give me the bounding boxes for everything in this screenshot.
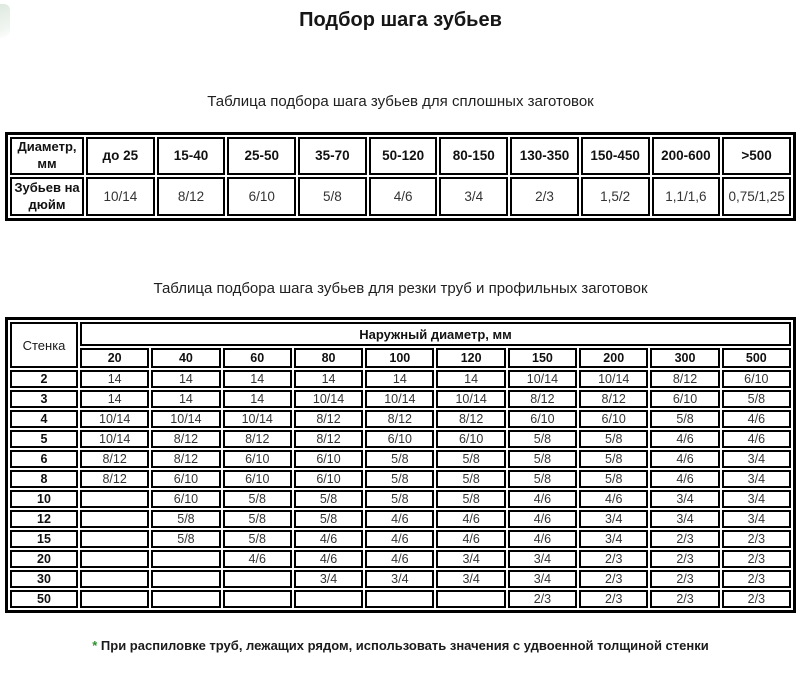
pitch-value: 10/14 — [80, 430, 149, 448]
table-row — [10, 450, 791, 468]
pitch-value: 4/6 — [508, 510, 577, 528]
pitch-value: 5/8 — [294, 490, 363, 508]
pitch-value: 8/12 — [151, 450, 220, 468]
scan-artifact — [0, 4, 10, 38]
pitch-value — [80, 530, 149, 548]
pitch-value: 6/10 — [151, 490, 220, 508]
table1-caption: Таблица подбора шага зубьев для сплошных заготовок — [207, 93, 594, 110]
pitch-value: 5/8 — [151, 510, 220, 528]
tpi-value: 1,1/1,6 — [652, 177, 721, 216]
wall-thickness-label: 2 — [10, 370, 78, 388]
outer-diameter-header: 60 — [223, 348, 292, 368]
pitch-value: 3/4 — [722, 490, 791, 508]
table-row — [10, 370, 791, 388]
tpi-value: 0,75/1,25 — [722, 177, 791, 216]
pitch-value: 4/6 — [508, 490, 577, 508]
diameter-range-header: 50-120 — [369, 137, 438, 175]
pitch-value: 5/8 — [436, 490, 505, 508]
wall-thickness-label: 50 — [10, 590, 78, 608]
pitch-value: 5/8 — [650, 410, 719, 428]
diameter-range-header: >500 — [722, 137, 791, 175]
outer-diameter-header: 80 — [294, 348, 363, 368]
pitch-value: 6/10 — [508, 410, 577, 428]
wall-thickness-label: 30 — [10, 570, 78, 588]
outer-diameter-header: 500 — [722, 348, 791, 368]
wall-thickness-label: 4 — [10, 410, 78, 428]
pitch-value: 4/6 — [650, 450, 719, 468]
table-row — [10, 550, 791, 568]
diameter-range-header: 130-350 — [510, 137, 579, 175]
pitch-value: 2/3 — [650, 530, 719, 548]
pitch-value: 8/12 — [80, 450, 149, 468]
tpi-value: 8/12 — [157, 177, 226, 216]
outer-diameter-header: 120 — [436, 348, 505, 368]
pitch-value: 10/14 — [151, 410, 220, 428]
pitch-value: 14 — [223, 390, 292, 408]
pitch-value: 2/3 — [650, 550, 719, 568]
wall-thickness-label: 6 — [10, 450, 78, 468]
pitch-value: 3/4 — [579, 510, 648, 528]
pitch-value: 5/8 — [508, 430, 577, 448]
pitch-value: 6/10 — [151, 470, 220, 488]
pitch-value — [365, 590, 434, 608]
solid-stock-table — [5, 132, 796, 221]
pitch-value: 8/12 — [294, 430, 363, 448]
diameter-range-header: 25-50 — [227, 137, 296, 175]
pitch-value: 2/3 — [722, 590, 791, 608]
outer-diameter-header: 40 — [151, 348, 220, 368]
pitch-value: 3/4 — [650, 490, 719, 508]
pitch-value: 14 — [223, 370, 292, 388]
pitch-value: 2/3 — [508, 590, 577, 608]
table2-corner-label: Стенка — [10, 322, 78, 368]
pitch-value: 4/6 — [294, 530, 363, 548]
pitch-value: 3/4 — [722, 510, 791, 528]
table-row — [10, 470, 791, 488]
table-row — [10, 410, 791, 428]
wall-thickness-label: 12 — [10, 510, 78, 528]
pitch-value: 8/12 — [151, 430, 220, 448]
pitch-value: 10/14 — [294, 390, 363, 408]
table-row — [10, 570, 791, 588]
wall-thickness-label: 15 — [10, 530, 78, 548]
diameter-range-header: до 25 — [86, 137, 155, 175]
pitch-value: 3/4 — [650, 510, 719, 528]
outer-diameter-header: 20 — [80, 348, 149, 368]
outer-diameter-header: 100 — [365, 348, 434, 368]
pitch-value: 10/14 — [436, 390, 505, 408]
table-row — [10, 510, 791, 528]
table2-caption: Таблица подбора шага зубьев для резки труб и профильных заготовок — [153, 280, 648, 297]
pitch-value: 3/4 — [436, 570, 505, 588]
pitch-value: 4/6 — [294, 550, 363, 568]
pitch-value: 3/4 — [579, 530, 648, 548]
pitch-value: 5/8 — [508, 450, 577, 468]
pitch-value: 8/12 — [579, 390, 648, 408]
pitch-value: 5/8 — [508, 470, 577, 488]
pitch-value: 8/12 — [650, 370, 719, 388]
pitch-value: 2/3 — [650, 590, 719, 608]
page-title: Подбор шага зубьев — [299, 9, 502, 31]
pitch-value: 14 — [151, 370, 220, 388]
pitch-value: 4/6 — [650, 470, 719, 488]
pitch-value: 14 — [294, 370, 363, 388]
pitch-value: 14 — [80, 390, 149, 408]
pitch-value: 4/6 — [365, 530, 434, 548]
wall-thickness-label: 8 — [10, 470, 78, 488]
pitch-value: 5/8 — [365, 450, 434, 468]
pitch-value — [223, 570, 292, 588]
table-row — [10, 530, 791, 548]
pitch-value: 3/4 — [722, 470, 791, 488]
pitch-value: 6/10 — [436, 430, 505, 448]
pitch-value — [80, 490, 149, 508]
pitch-value: 5/8 — [722, 390, 791, 408]
pitch-value: 4/6 — [223, 550, 292, 568]
tpi-value: 6/10 — [227, 177, 296, 216]
pitch-value: 2/3 — [579, 570, 648, 588]
pitch-value: 2/3 — [722, 550, 791, 568]
outer-diameter-header: 150 — [508, 348, 577, 368]
pitch-value: 8/12 — [294, 410, 363, 428]
pitch-value: 8/12 — [508, 390, 577, 408]
wall-thickness-label: 5 — [10, 430, 78, 448]
pitch-value — [223, 590, 292, 608]
pitch-value — [80, 590, 149, 608]
pitch-value: 6/10 — [223, 470, 292, 488]
pitch-value: 6/10 — [722, 370, 791, 388]
pitch-value: 5/8 — [365, 470, 434, 488]
pitch-value: 14 — [80, 370, 149, 388]
table1-row-header-tpi: Зубьев на дюйм — [10, 177, 84, 216]
pitch-value: 10/14 — [579, 370, 648, 388]
pitch-value: 5/8 — [223, 490, 292, 508]
pitch-value: 14 — [365, 370, 434, 388]
pitch-value: 5/8 — [436, 470, 505, 488]
pitch-value: 6/10 — [365, 430, 434, 448]
pitch-value: 6/10 — [650, 390, 719, 408]
pitch-value: 4/6 — [722, 410, 791, 428]
pitch-value — [436, 590, 505, 608]
pipe-profile-table — [5, 317, 796, 613]
pitch-value: 2/3 — [722, 570, 791, 588]
pitch-value: 5/8 — [151, 530, 220, 548]
pitch-value: 2/3 — [722, 530, 791, 548]
tpi-value: 5/8 — [298, 177, 367, 216]
pitch-value: 10/14 — [508, 370, 577, 388]
pitch-value — [151, 590, 220, 608]
tpi-value: 4/6 — [369, 177, 438, 216]
pitch-value: 3/4 — [436, 550, 505, 568]
pitch-value: 8/12 — [436, 410, 505, 428]
footnote-asterisk: * — [92, 638, 98, 653]
pitch-value: 3/4 — [722, 450, 791, 468]
diameter-range-header: 15-40 — [157, 137, 226, 175]
table1-values-row — [10, 177, 791, 216]
pitch-value: 4/6 — [436, 510, 505, 528]
pitch-value: 14 — [151, 390, 220, 408]
pitch-value: 4/6 — [365, 550, 434, 568]
pitch-value — [80, 510, 149, 528]
pitch-value: 8/12 — [223, 430, 292, 448]
table-row — [10, 390, 791, 408]
pitch-value: 5/8 — [223, 530, 292, 548]
table-row — [10, 590, 791, 608]
diameter-range-header: 80-150 — [439, 137, 508, 175]
pitch-value: 4/6 — [508, 530, 577, 548]
pitch-value: 2/3 — [579, 590, 648, 608]
pitch-value: 4/6 — [579, 490, 648, 508]
pitch-value: 5/8 — [436, 450, 505, 468]
diameter-range-header: 200-600 — [652, 137, 721, 175]
wall-thickness-label: 10 — [10, 490, 78, 508]
diameter-range-header: 150-450 — [581, 137, 650, 175]
pitch-value: 5/8 — [579, 470, 648, 488]
pitch-value: 6/10 — [223, 450, 292, 468]
pitch-value: 3/4 — [294, 570, 363, 588]
pitch-value: 4/6 — [436, 530, 505, 548]
pitch-value: 3/4 — [508, 570, 577, 588]
pitch-value: 4/6 — [365, 510, 434, 528]
tpi-value: 3/4 — [439, 177, 508, 216]
pitch-value: 5/8 — [223, 510, 292, 528]
pitch-value: 6/10 — [294, 450, 363, 468]
wall-thickness-label: 20 — [10, 550, 78, 568]
pitch-value — [151, 550, 220, 568]
tpi-value: 2/3 — [510, 177, 579, 216]
table-row — [10, 430, 791, 448]
table2-group-header: Наружный диаметр, мм — [80, 322, 791, 346]
table2-column-header-row — [10, 348, 791, 368]
table-row — [10, 490, 791, 508]
pitch-value: 8/12 — [80, 470, 149, 488]
pitch-value: 4/6 — [722, 430, 791, 448]
pitch-value: 3/4 — [508, 550, 577, 568]
tpi-value: 10/14 — [86, 177, 155, 216]
pitch-value: 2/3 — [579, 550, 648, 568]
pitch-value: 10/14 — [80, 410, 149, 428]
footnote — [0, 638, 801, 653]
pitch-value: 8/12 — [365, 410, 434, 428]
pitch-value — [151, 570, 220, 588]
pitch-value: 10/14 — [365, 390, 434, 408]
pitch-value: 5/8 — [294, 510, 363, 528]
pitch-value — [80, 550, 149, 568]
pitch-value: 3/4 — [365, 570, 434, 588]
pitch-value: 4/6 — [650, 430, 719, 448]
pitch-value: 2/3 — [650, 570, 719, 588]
outer-diameter-header: 200 — [579, 348, 648, 368]
table2-group-header-row — [10, 322, 791, 346]
pitch-value: 5/8 — [579, 430, 648, 448]
table1-header-row — [10, 137, 791, 175]
pitch-value — [80, 570, 149, 588]
pitch-value: 14 — [436, 370, 505, 388]
diameter-range-header: 35-70 — [298, 137, 367, 175]
pitch-value — [294, 590, 363, 608]
pitch-value: 5/8 — [365, 490, 434, 508]
pitch-value: 6/10 — [294, 470, 363, 488]
outer-diameter-header: 300 — [650, 348, 719, 368]
pitch-value: 5/8 — [579, 450, 648, 468]
wall-thickness-label: 3 — [10, 390, 78, 408]
tpi-value: 1,5/2 — [581, 177, 650, 216]
pitch-value: 6/10 — [579, 410, 648, 428]
footnote-text: При распиловке труб, лежащих рядом, использовать значения с удвоенной толщиной стенки — [100, 638, 709, 653]
table1-row-header-diameter: Диаметр, мм — [10, 137, 84, 175]
pitch-value: 10/14 — [223, 410, 292, 428]
